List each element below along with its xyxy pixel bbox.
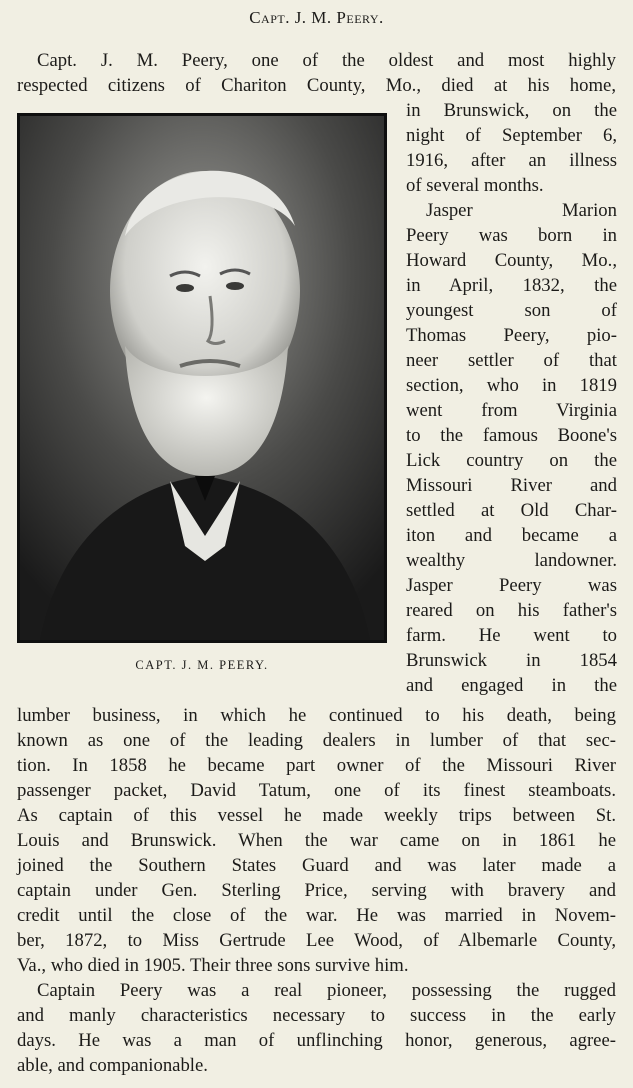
text-line: in April, 1832, the — [406, 275, 617, 296]
text-line: Jasper Marion — [426, 200, 617, 221]
text-line: night of September 6, — [406, 125, 617, 146]
text-line: Howard County, Mo., — [406, 250, 617, 271]
text-line: youngest son of — [406, 300, 617, 321]
text-line: lumber business, in which he continued to his death, being — [17, 705, 616, 726]
text-line: days. He was a man of unflinching honor, generous, agree- — [17, 1030, 616, 1051]
text-line: Jasper Peery was — [406, 575, 617, 596]
text-line: and manly characteristics necessary to success in the early — [17, 1005, 616, 1026]
text-line: passenger packet, David Tatum, one of its finest steamboats. — [17, 780, 616, 801]
text-line: able, and companionable. — [17, 1055, 208, 1076]
text-line: went from Virginia — [406, 400, 617, 421]
text-line: Peery was born in — [406, 225, 617, 246]
text-line: settled at Old Char- — [406, 500, 617, 521]
text-line: As captain of this vessel he made weekly trips between St. — [17, 805, 616, 826]
text-line: known as one of the leading dealers in lumber of that sec- — [17, 730, 616, 751]
photo-caption: CAPT. J. M. PEERY. — [135, 658, 269, 672]
text-line: of several months. — [406, 175, 544, 196]
portrait-photo — [17, 113, 387, 643]
text-line: farm. He went to — [406, 625, 617, 646]
portrait-image — [20, 116, 384, 640]
text-line: Louis and Brunswick. When the war came on in 1861 he — [17, 830, 616, 851]
text-line: iton and became a — [406, 525, 617, 546]
text-line: respected citizens of Chariton County, Mo., died at his home, — [17, 75, 616, 96]
text-line: 1916, after an illness — [406, 150, 617, 171]
text-line: wealthy landowner. — [406, 550, 617, 571]
side-column — [406, 98, 617, 698]
text-line: Brunswick in 1854 — [406, 650, 617, 671]
main-paragraphs — [17, 703, 616, 1078]
text-line: reared on his father's — [406, 600, 617, 621]
text-line: ber, 1872, to Miss Gertrude Lee Wood, of Albemarle County, — [17, 930, 616, 951]
text-line: Missouri River and — [406, 475, 617, 496]
text-line: neer settler of that — [406, 350, 617, 371]
text-line: in Brunswick, on the — [406, 100, 617, 121]
text-line: Captain Peery was a real pioneer, possessing the rugged — [37, 980, 616, 1001]
text-line: Thomas Peery, pio- — [406, 325, 617, 346]
text-line: and engaged in the — [406, 675, 617, 696]
page-title: Capt. J. M. Peery. — [249, 8, 384, 27]
text-line: credit until the close of the war. He was married in Novem- — [17, 905, 616, 926]
text-line: Lick country on the — [406, 450, 617, 471]
text-line: Capt. J. M. Peery, one of the oldest and most highly — [37, 50, 616, 71]
text-line: Va., who died in 1905. Their three sons survive him. — [17, 955, 409, 976]
text-line: to the famous Boone's — [406, 425, 617, 446]
text-line: joined the Southern States Guard and was later made a — [17, 855, 616, 876]
text-line: tion. In 1858 he became part owner of the Missouri River — [17, 755, 616, 776]
intro-paragraph — [17, 48, 616, 98]
text-line: captain under Gen. Sterling Price, serving with bravery and — [17, 880, 616, 901]
text-line: section, who in 1819 — [406, 375, 617, 396]
